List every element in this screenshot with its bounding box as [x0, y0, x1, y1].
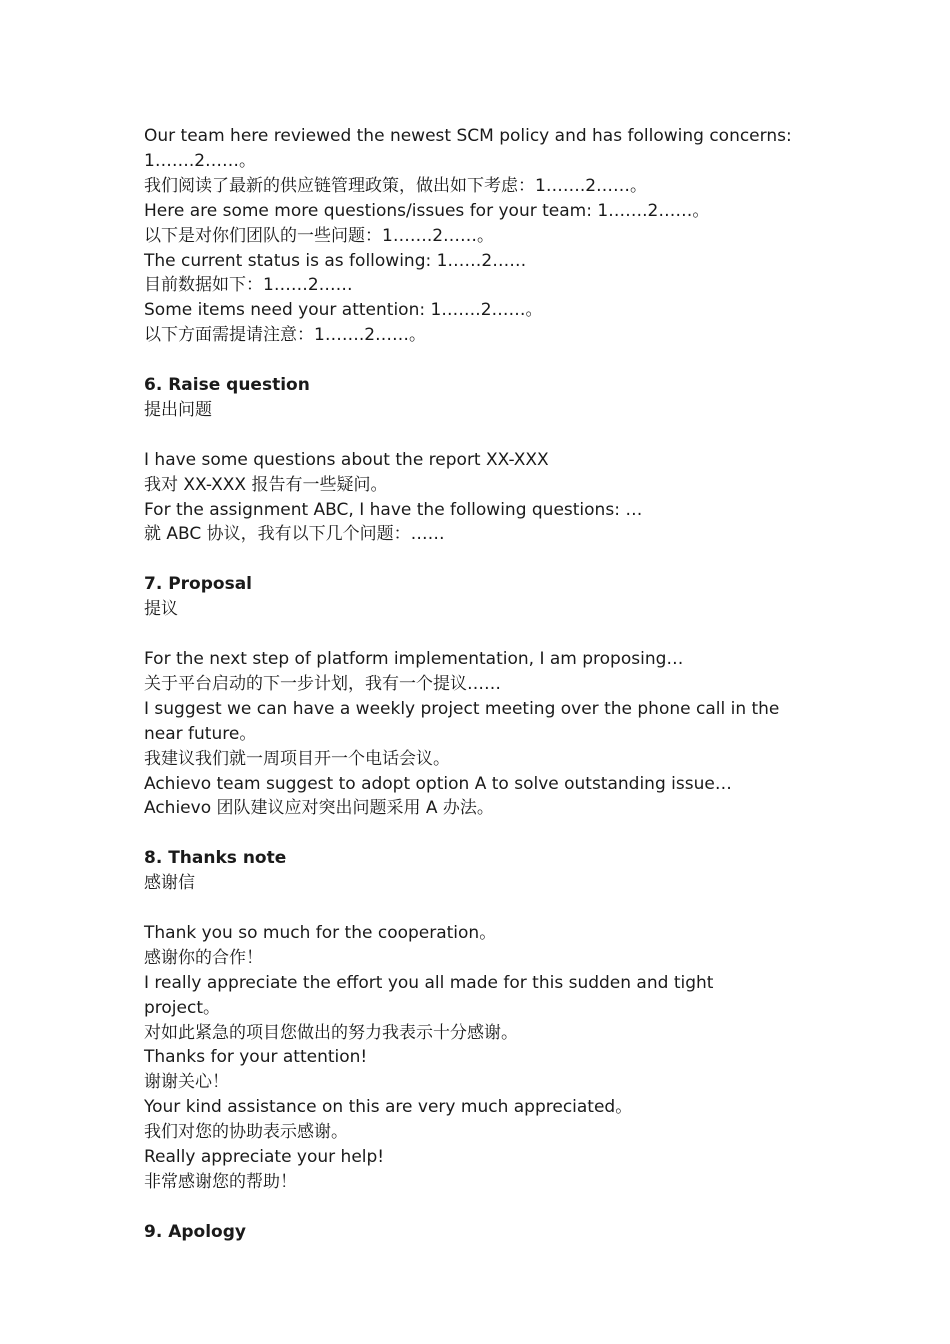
spacer: [144, 423, 794, 448]
section-raise-question: [144, 373, 794, 547]
section-line: For the assignment ABC, I have the following questions: …: [144, 499, 643, 520]
section-line: I really appreciate the effort you all made for this sudden and tight project。: [144, 972, 714, 1018]
section-line: 我们对您的协助表示感谢。: [144, 1122, 348, 1143]
section-line: 谢谢关心！: [144, 1072, 229, 1093]
section-proposal: [144, 572, 794, 821]
intro-line: 我们阅读了最新的供应链管理政策，做出如下考虑：1…….2……。: [144, 175, 648, 196]
section-line: Thanks for your attention!: [144, 1047, 368, 1068]
section-line: 非常感谢您的帮助！: [144, 1171, 297, 1192]
section-line: I suggest we can have a weekly project meeting over the phone call in the near future。: [144, 698, 780, 744]
intro-line: Some items need your attention: 1…….2……。: [144, 300, 543, 321]
section-line: Thank you so much for the cooperation。: [144, 922, 497, 943]
section-subtitle: 提议: [144, 599, 178, 620]
spacer: [144, 1195, 794, 1220]
intro-line: Our team here reviewed the newest SCM policy and has following concerns: 1…….2……。: [144, 126, 792, 171]
intro-line: 以下方面需提请注意：1…….2……。: [144, 325, 427, 346]
section-heading: 9. Apology: [144, 1221, 246, 1242]
section-line: 我建议我们就一周项目开一个电话会议。: [144, 748, 450, 769]
section-subtitle: 提出问题: [144, 399, 212, 420]
section-apology: [144, 1220, 794, 1245]
section-heading: 8. Thanks note: [144, 848, 287, 869]
spacer: [144, 622, 794, 647]
intro-line: 以下是对你们团队的一些问题：1…….2……。: [144, 225, 495, 246]
section-line: Really appreciate your help!: [144, 1147, 385, 1168]
spacer: [144, 821, 794, 846]
section-heading: 7. Proposal: [144, 574, 252, 595]
spacer: [144, 896, 794, 921]
intro-block: [144, 124, 794, 348]
section-line: I have some questions about the report XX-XXX: [144, 449, 549, 470]
intro-line: Here are some more questions/issues for your team: 1…….2……。: [144, 200, 710, 221]
section-thanks-note: [144, 846, 794, 1195]
spacer: [144, 348, 794, 373]
document-body: [144, 124, 794, 1245]
section-heading: 6. Raise question: [144, 375, 310, 396]
section-line: 我对 XX-XXX 报告有一些疑问。: [144, 474, 388, 495]
section-line: 关于平台启动的下一步计划，我有一个提议……: [144, 673, 501, 694]
spacer: [144, 547, 794, 572]
section-line: 就 ABC 协议，我有以下几个问题：……: [144, 524, 445, 545]
section-line: 对如此紧急的项目您做出的努力我表示十分感谢。: [144, 1022, 518, 1043]
intro-line: 目前数据如下：1……2……: [144, 275, 353, 296]
section-line: For the next step of platform implementation, I am proposing…: [144, 648, 684, 669]
intro-line: The current status is as following: 1……2……: [144, 250, 527, 271]
section-line: Achievo 团队建议应对突出问题采用 A 办法。: [144, 798, 494, 819]
section-line: Your kind assistance on this are very much appreciated。: [144, 1097, 633, 1118]
section-line: Achievo team suggest to adopt option A to solve outstanding issue…: [144, 773, 732, 794]
section-subtitle: 感谢信: [144, 873, 195, 894]
section-line: 感谢你的合作！: [144, 947, 263, 968]
